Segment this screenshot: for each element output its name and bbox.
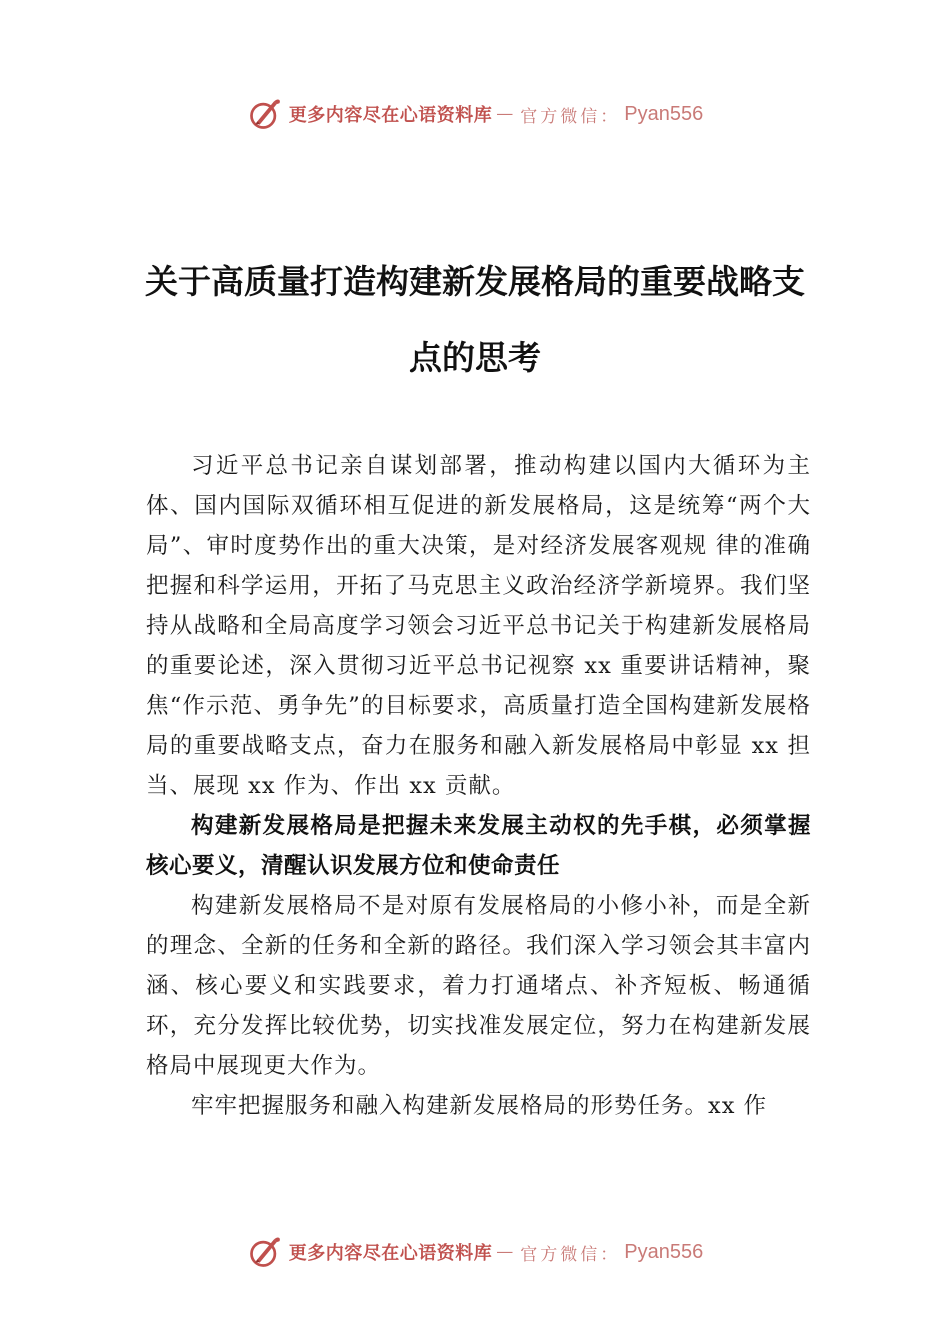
watermark-official-label: 官方微信： bbox=[520, 106, 621, 127]
footer-watermark bbox=[0, 1232, 950, 1272]
document-title: 关于高质量打造构建新发展格局的重要战略支点的思考 bbox=[145, 262, 805, 377]
header-watermark bbox=[0, 94, 950, 134]
body-paragraph: 牢牢把握服务和融入构建新发展格局的形势任务。xx 作 bbox=[191, 1093, 768, 1119]
watermark-brand-text: 更多内容尽在心语资料库 bbox=[288, 105, 493, 126]
quill-pen-circle-icon bbox=[247, 96, 283, 132]
watermark-account-id: Pyan556 bbox=[624, 1240, 704, 1263]
watermark-account-id: Pyan556 bbox=[624, 102, 704, 125]
body-paragraph: 构建新发展格局不是对原有发展格局的小修小补，而是全新的理念、全新的任务和全新的路径。我们深入学习领会其丰富内涵、核心要义和实践要求，着力打通堵点、补齐短板、畅通循环，充分发挥比较优势，切实找准发展定位，努力在构建新发展格局中展现更大作为。 bbox=[146, 893, 811, 1079]
watermark-official-label: 官方微信： bbox=[520, 1244, 621, 1265]
watermark-brand-text: 更多内容尽在心语资料库 bbox=[288, 1243, 493, 1264]
document-body bbox=[146, 446, 811, 1126]
watermark-separator: — bbox=[496, 104, 517, 124]
section-heading: 构建新发展格局是把握未来发展主动权的先手棋，必须掌握核心要义，清醒认识发展方位和使命责任 bbox=[146, 813, 811, 879]
body-paragraph: 习近平总书记亲自谋划部署，推动构建以国内大循环为主体、国内国际双循环相互促进的新发展格局，这是统筹“两个大局”、审时度势作出的重大决策，是对经济发展客观规 律的准确把握和科学运用，开拓了马克思主义政治经济学新境界。我们坚持从战略和全局高度学习领会习近平总书记关于构建新发展格局的重要论述，深入贯彻习近平总书记视察 xx 重要讲话精神，聚焦“作示范、勇争先”的目标要求，高质量打造全国构建新发展格局的重要战略支点，奋力在服务和融入新发展格局中彰显 xx 担当、展现 xx 作为、作出 xx 贡献。 bbox=[146, 453, 811, 799]
watermark-separator: — bbox=[496, 1242, 517, 1262]
quill-pen-circle-icon bbox=[247, 1234, 283, 1270]
